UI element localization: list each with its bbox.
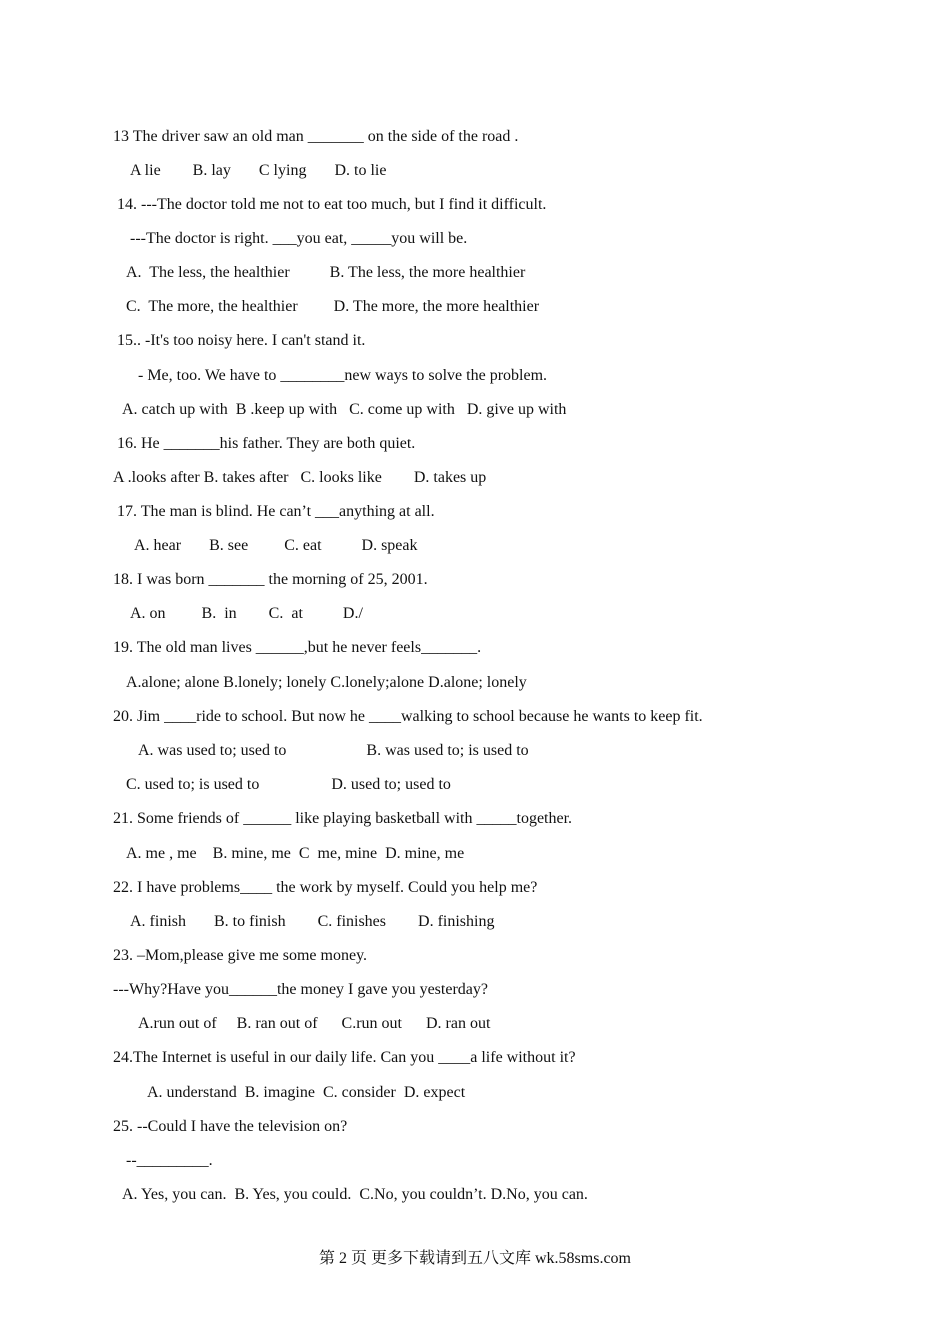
q13-options: A lie B. lay C lying D. to lie (130, 162, 387, 179)
q18-stem: 18. I was born _______ the morning of 25, 2001. (113, 571, 428, 588)
q21-options: A. me , me B. mine, me C me, mine D. mine, me (126, 845, 465, 862)
q25-stem-reply: --_________. (126, 1152, 213, 1169)
q16-stem: 16. He _______his father. They are both quiet. (117, 435, 416, 452)
q22-stem: 22. I have problems____ the work by myself. Could you help me? (113, 879, 538, 896)
q23-options: A.run out of B. ran out of C.run out D. ran out (138, 1015, 491, 1032)
q17-stem: 17. The man is blind. He can’t ___anything at all. (117, 503, 435, 520)
q13-stem: 13 The driver saw an old man _______ on the side of the road . (113, 128, 519, 145)
q18-options: A. on B. in C. at D./ (130, 605, 363, 622)
page-footer: 第 2 页 更多下载请到五八文库 wk.58sms.com (318, 1250, 631, 1267)
q20-stem: 20. Jim ____ride to school. But now he ____walking to school because he wants to keep fit. (113, 708, 703, 725)
q19-options: A.alone; alone B.lonely; lonely C.lonely;alone D.alone; lonely (126, 674, 527, 691)
q14-options-ab: A. The less, the healthier B. The less, the more healthier (126, 264, 526, 281)
q19-stem: 19. The old man lives ______,but he never feels_______. (113, 639, 482, 656)
q14-stem-reply: ---The doctor is right. ___you eat, _____you will be. (130, 230, 468, 247)
q15-stem-reply: - Me, too. We have to ________new ways to solve the problem. (138, 367, 548, 384)
q25-stem: 25. --Could I have the television on? (113, 1118, 348, 1135)
q15-options: A. catch up with B .keep up with C. come up with D. give up with (122, 401, 567, 418)
q25-options: A. Yes, you can. B. Yes, you could. C.No, you couldn’t. D.No, you can. (122, 1186, 588, 1203)
q23-stem-reply: ---Why?Have you______the money I gave you yesterday? (113, 981, 488, 998)
q24-stem: 24.The Internet is useful in our daily life. Can you ____a life without it? (113, 1049, 576, 1066)
q17-options: A. hear B. see C. eat D. speak (134, 537, 418, 554)
q15-stem: 15.. -It's too noisy here. I can't stand it. (117, 332, 366, 349)
q14-stem: 14. ---The doctor told me not to eat too much, but I find it difficult. (117, 196, 547, 213)
q20-options-ab: A. was used to; used to B. was used to; is used to (138, 742, 529, 759)
q21-stem: 21. Some friends of ______ like playing basketball with _____together. (113, 810, 573, 827)
q20-options-cd: C. used to; is used to D. used to; used to (126, 776, 451, 793)
q22-options: A. finish B. to finish C. finishes D. finishing (130, 913, 495, 930)
q24-options: A. understand B. imagine C. consider D. expect (147, 1084, 466, 1101)
q23-stem: 23. –Mom,please give me some money. (113, 947, 368, 964)
q16-options: A .looks after B. takes after C. looks like D. takes up (113, 469, 487, 486)
q14-options-cd: C. The more, the healthier D. The more, the more healthier (126, 298, 540, 315)
